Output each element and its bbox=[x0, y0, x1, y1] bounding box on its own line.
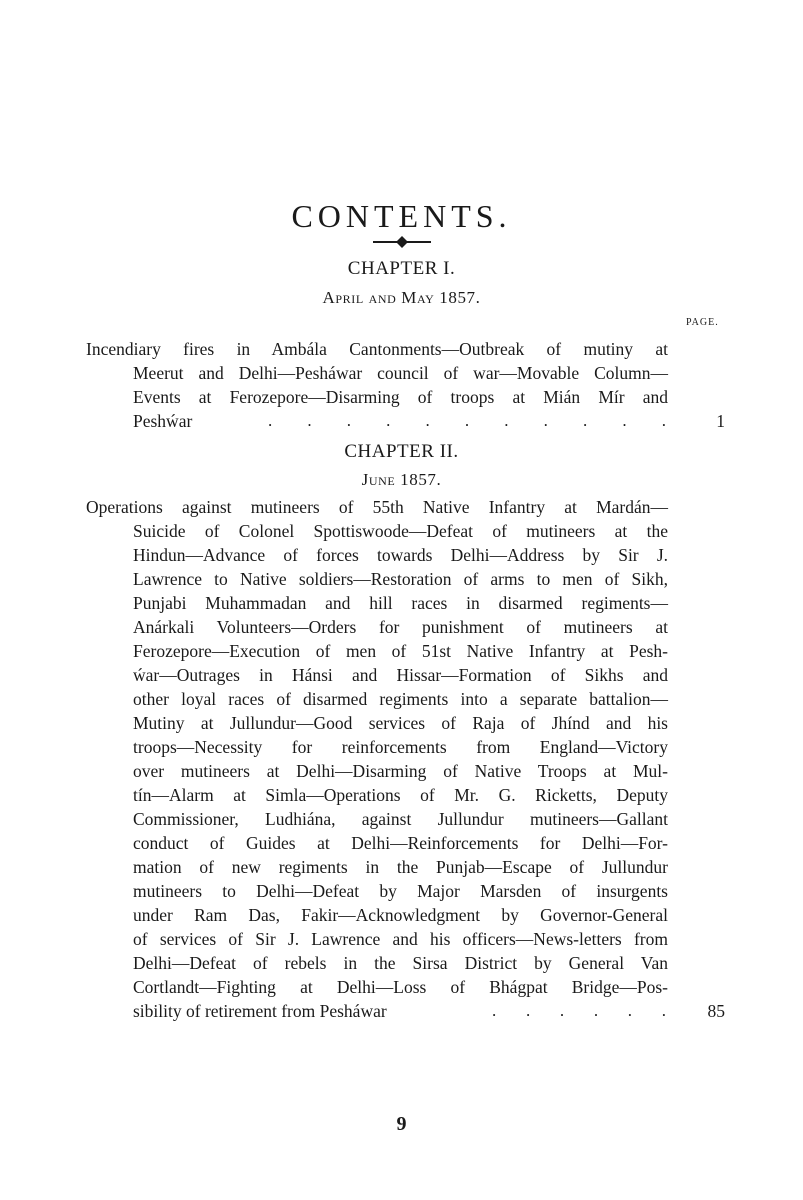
page-number: 1 bbox=[716, 411, 725, 431]
summary-line: Hindun—Advance of forces towards Delhi—Address by Sir J. bbox=[133, 545, 668, 565]
summary-line: Lawrence to Native soldiers—Restoration of arms to men of Sikh, bbox=[133, 569, 668, 589]
summary-line: of services of Sir J. Lawrence and his officers—News-letters from bbox=[133, 929, 668, 949]
summary-line: Ferozepore—Execution of men of 51st Native Infantry at Pesh- bbox=[133, 641, 668, 661]
summary-line: tín—Alarm at Simla—Operations of Mr. G. Ricketts, Deputy bbox=[133, 785, 668, 805]
summary-line: Incendiary fires in Ambála Cantonments—Outbreak of mutiny at bbox=[86, 339, 668, 359]
summary-line: Meerut and Delhi—Pesháwar council of war—Movable Column— bbox=[133, 363, 668, 383]
summary-line: Events at Ferozepore—Disarming of troops at Mián Mír and bbox=[133, 387, 668, 407]
summary-line: conduct of Guides at Delhi—Reinforcements for Delhi—For- bbox=[133, 833, 668, 853]
chapter-1-title: CHAPTER I. bbox=[347, 258, 456, 279]
summary-line: Anárkali Volunteers—Orders for punishment of mutineers at bbox=[133, 617, 668, 637]
page-column-label: PAGE. bbox=[686, 317, 719, 328]
dot-leader: . . . . . . . . . . . bbox=[268, 411, 666, 430]
summary-line: Mutiny at Jullundur—Good services of Raja of Jhínd and his bbox=[133, 713, 668, 733]
summary-line: ẃar—Outrages in Hánsi and Hissar—Formation of Sikhs and bbox=[133, 665, 668, 685]
summary-line: troops—Necessity for reinforcements from England—Victory bbox=[133, 737, 668, 757]
summary-line: sibility of retirement from Pesháwar bbox=[133, 1001, 387, 1021]
summary-line: Operations against mutineers of 55th Native Infantry at Mardán— bbox=[86, 497, 668, 517]
summary-line: mation of new regiments in the Punjab—Escape of Jullundur bbox=[133, 857, 668, 877]
summary-line: Commissioner, Ludhiána, against Jullundur mutineers—Gallant bbox=[133, 809, 668, 829]
summary-line: over mutineers at Delhi—Disarming of Native Troops at Mul- bbox=[133, 761, 668, 781]
page-number: 85 bbox=[707, 1001, 725, 1021]
summary-line: Delhi—Defeat of rebels in the Sirsa District by General Van bbox=[133, 953, 668, 973]
dot-leader: . . . . . . bbox=[492, 1001, 666, 1020]
summary-line: mutineers to Delhi—Defeat by Major Marsden of insurgents bbox=[133, 881, 668, 901]
chapter-1-date: April and May 1857. bbox=[322, 288, 481, 307]
chapter-2-title: CHAPTER II. bbox=[344, 441, 459, 462]
diamond-rule-ornament bbox=[371, 236, 433, 248]
page-title: CONTENTS. bbox=[291, 198, 512, 234]
folio-page-number: 9 bbox=[396, 1113, 407, 1135]
summary-line: other loyal races of disarmed regiments into a separate battalion— bbox=[133, 689, 668, 709]
chapter-2-date: June 1857. bbox=[361, 470, 442, 489]
summary-line: Suicide of Colonel Spottiswoode—Defeat of mutineers at the bbox=[133, 521, 668, 541]
summary-line: under Ram Das, Fakir—Acknowledgment by Governor-General bbox=[133, 905, 668, 925]
summary-line: Punjabi Muhammadan and hill races in disarmed regiments— bbox=[133, 593, 668, 613]
summary-line: Cortlandt—Fighting at Delhi—Loss of Bhágpat Bridge—Pos- bbox=[133, 977, 668, 997]
summary-line: Peshẃar bbox=[133, 411, 193, 431]
